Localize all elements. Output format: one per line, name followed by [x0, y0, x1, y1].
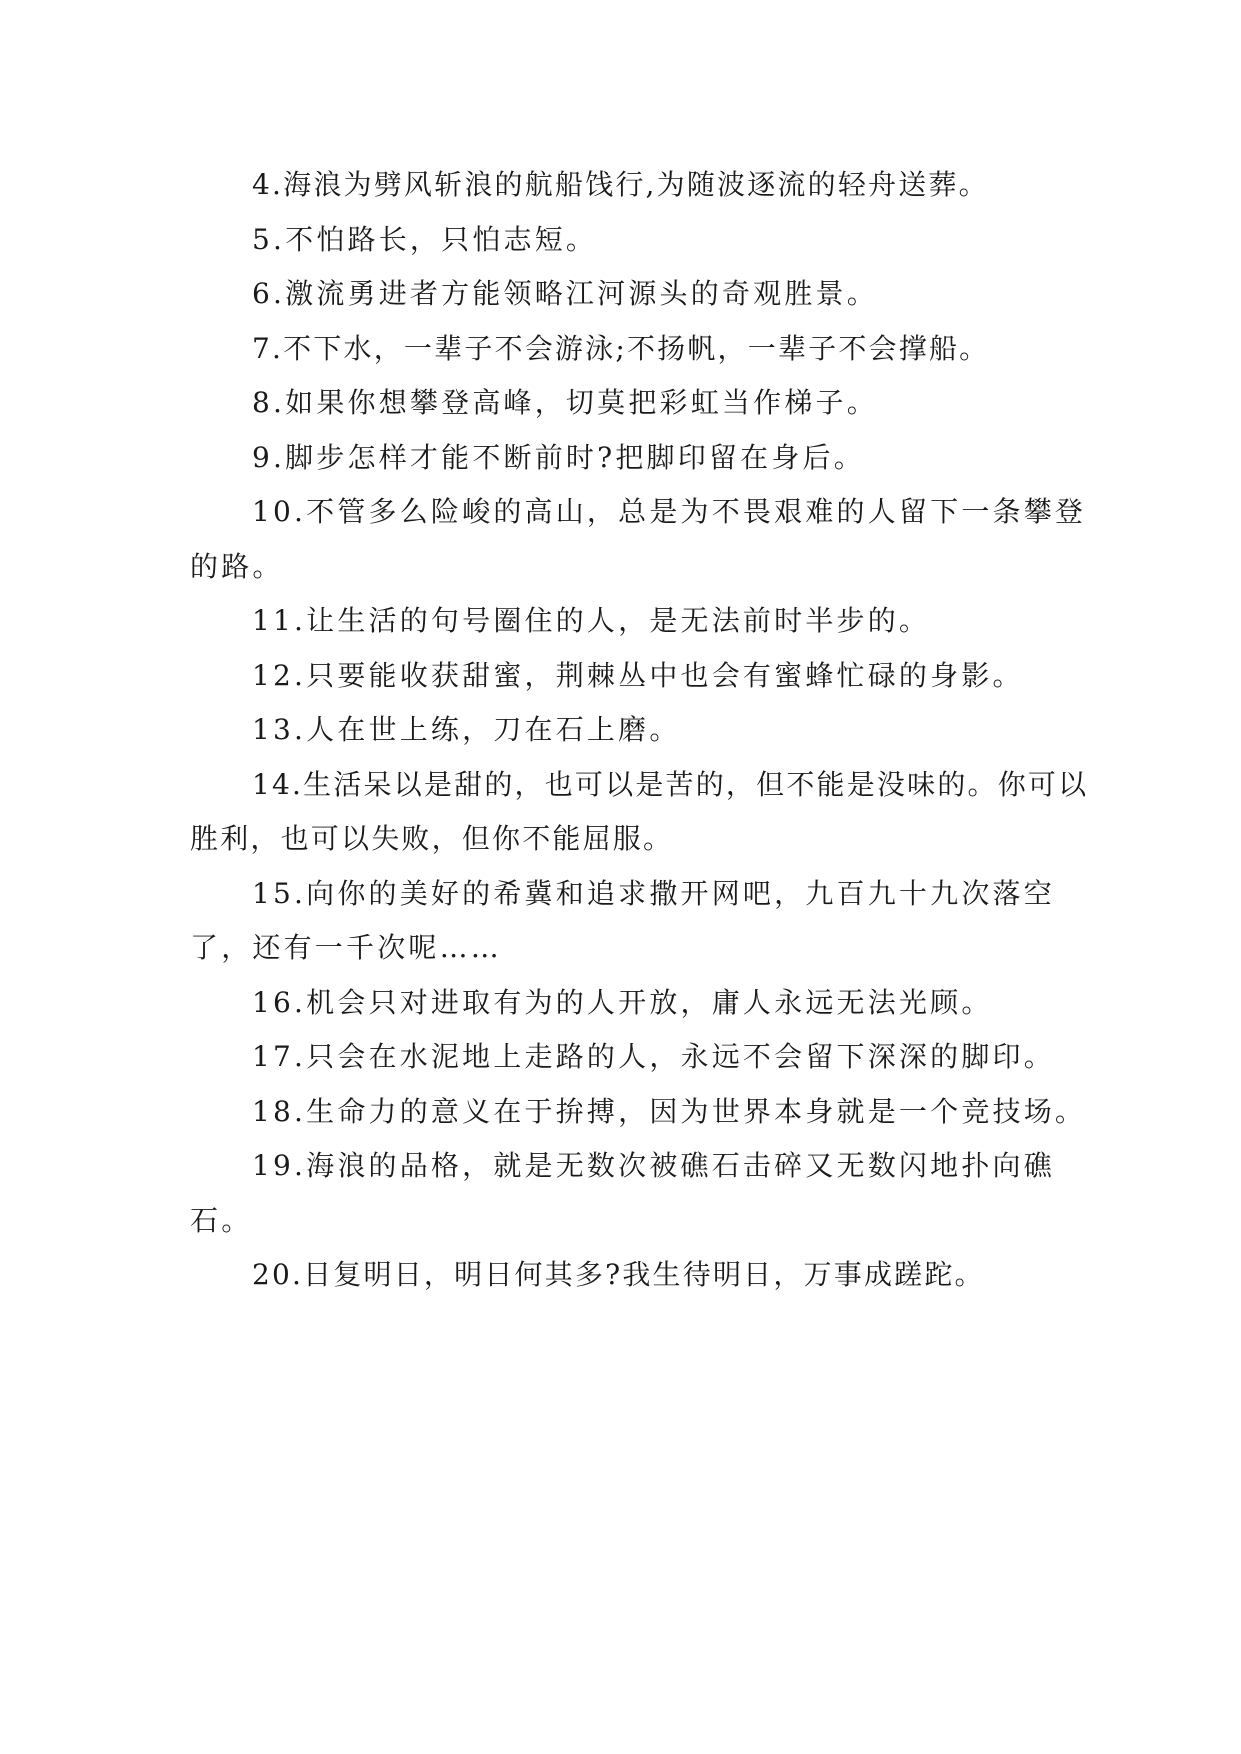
paragraph-4: 4.海浪为劈风斩浪的航船饯行,为随波逐流的轻舟送葬。 — [252, 168, 989, 201]
paragraph-12: 12.只要能收获甜蜜，荆棘丛中也会有蜜蜂忙碌的身影。 — [252, 658, 1024, 692]
paragraph-11: 11.让生活的句号圈住的人，是无法前时半步的。 — [252, 604, 931, 637]
paragraph-18: 18.生命力的意义在于拚搏，因为世界本身就是一个竞技场。 — [252, 1094, 1087, 1128]
paragraph-5: 5.不怕路长，只怕志短。 — [252, 222, 598, 256]
paragraph-7: 7.不下水，一辈子不会游泳;不扬帆，一辈子不会撑船。 — [252, 331, 990, 365]
paragraph-19: 19.海浪的品格，就是无数次被礁石击碎又无数闪地扑向礁石。 — [190, 1149, 1055, 1237]
paragraph-15: 15.向你的美好的希冀和追求撒开网吧，九百九十九次落空了，还有一千次呢…… — [190, 876, 1055, 964]
paragraph-14: 14.生活呆以是甜的，也可以是苦的，但不能是没味的。你可以胜利，也可以失败，但你不能屈服。 — [190, 767, 1089, 855]
paragraph-10: 10.不管多么险峻的高山，总是为不畏艰难的人留下一条攀登的路。 — [190, 495, 1087, 583]
paragraph-8: 8.如果你想攀登高峰，切莫把彩虹当作梯子。 — [252, 386, 878, 419]
paragraph-16: 16.机会只对进取有为的人开放，庸人永远无法光顾。 — [252, 985, 993, 1019]
paragraph-17: 17.只会在水泥地上走路的人，永远不会留下深深的脚印。 — [252, 1040, 1055, 1073]
document-body — [190, 158, 1090, 1303]
paragraph-13: 13.人在世上练，刀在石上磨。 — [252, 713, 681, 746]
paragraph-20: 20.日复明日，明日何其多?我生待明日，万事成蹉跎。 — [252, 1258, 985, 1291]
paragraph-6: 6.激流勇进者方能领略江河源头的奇观胜景。 — [252, 277, 878, 310]
paragraph-9: 9.脚步怎样才能不断前时?把脚印留在身后。 — [252, 440, 865, 474]
